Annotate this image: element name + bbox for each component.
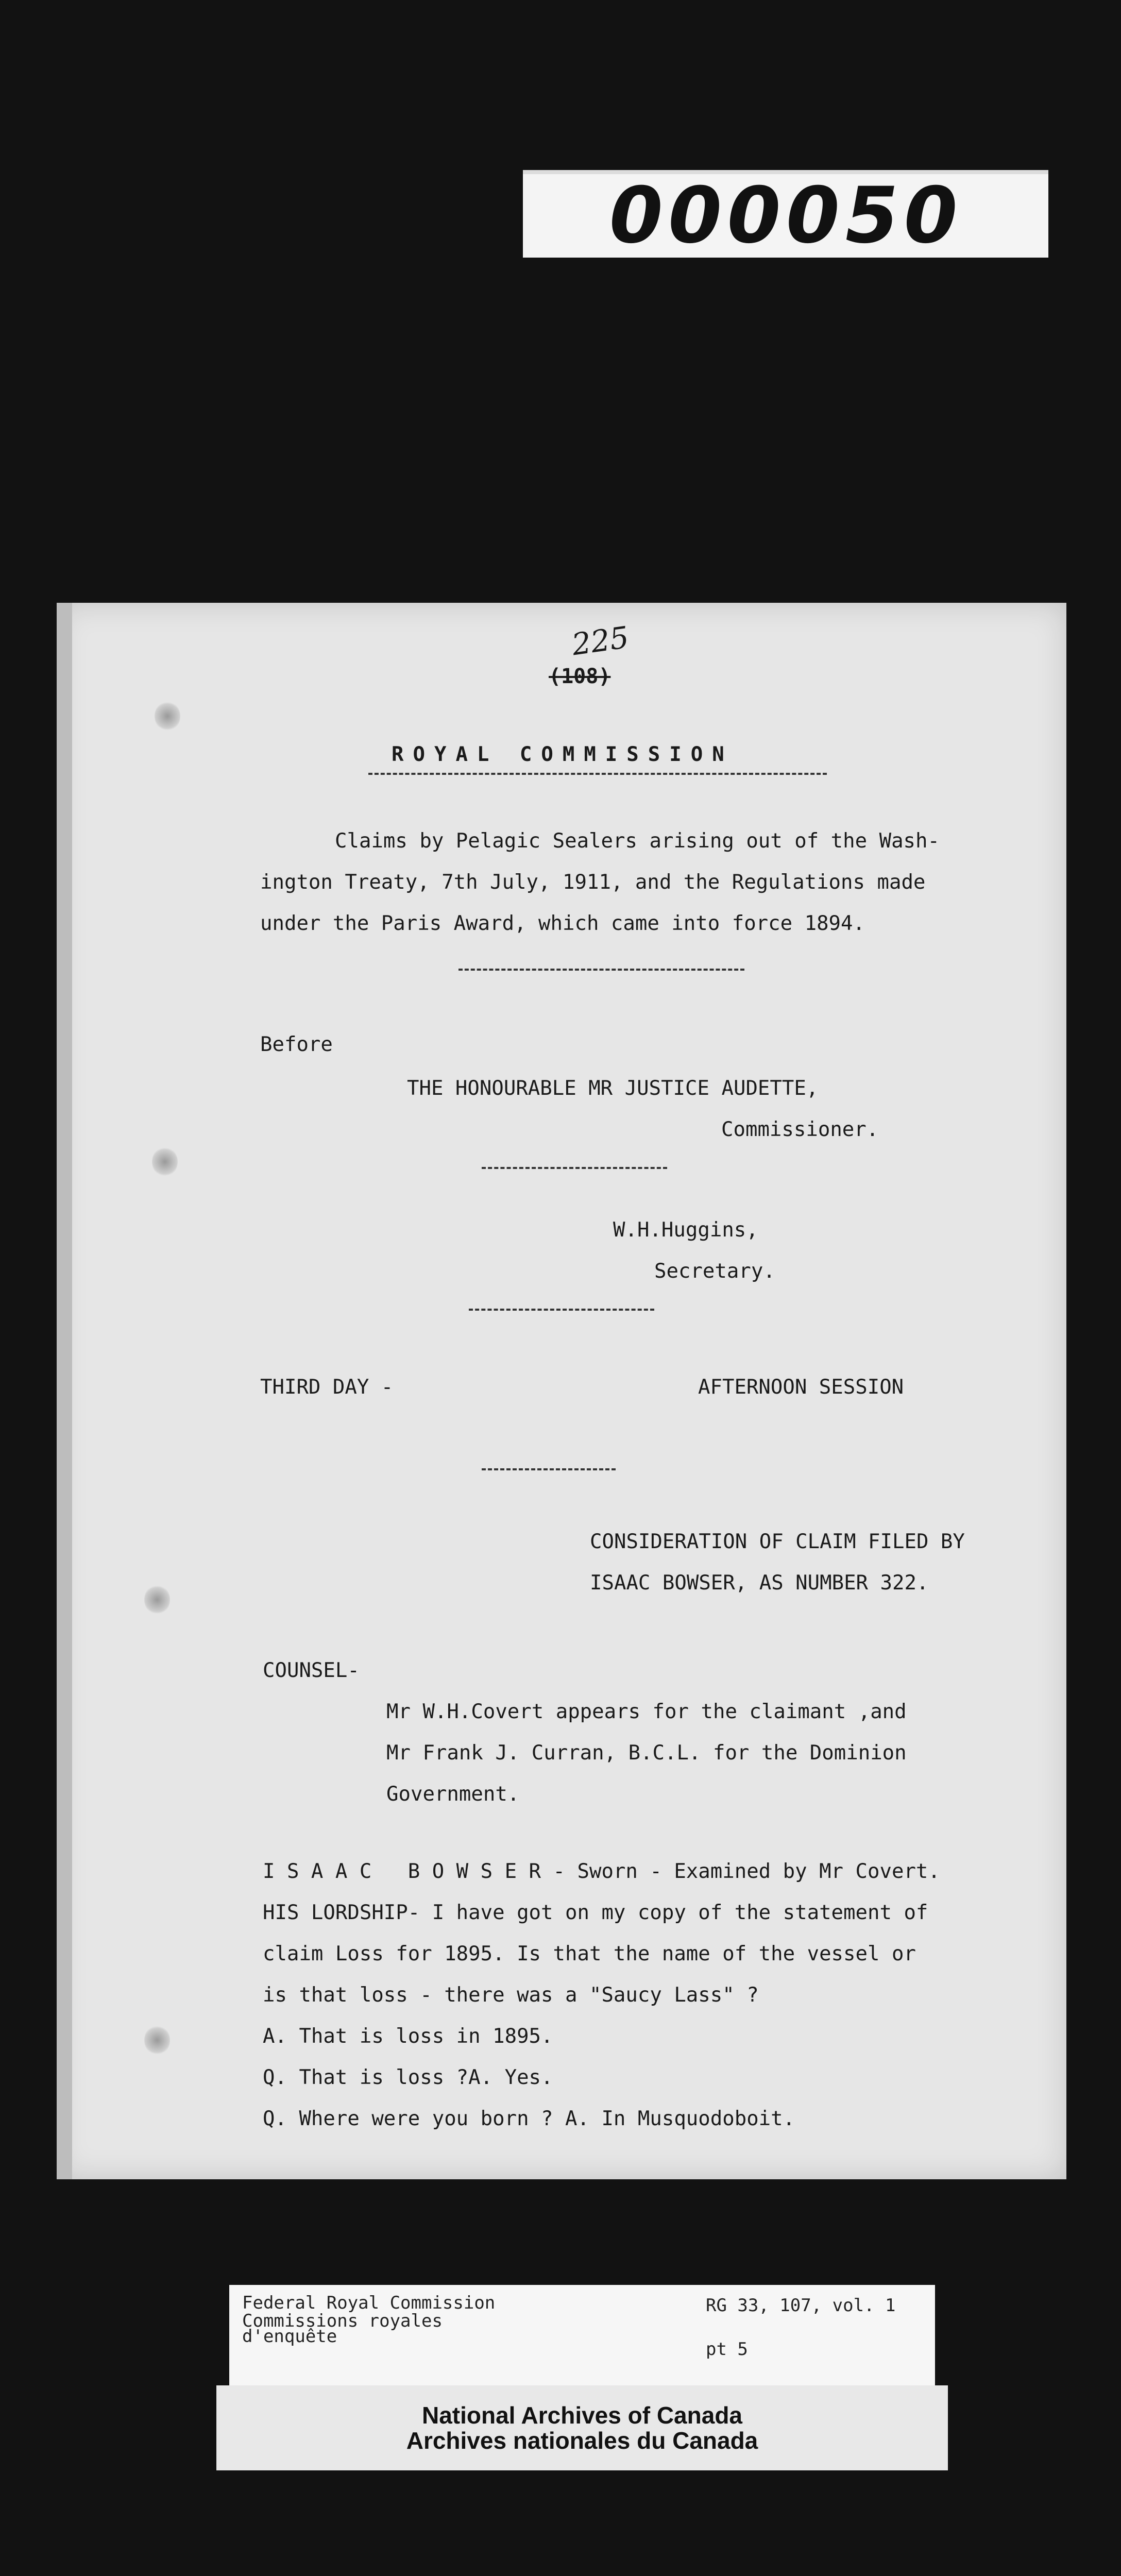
claim-line: CONSIDERATION OF CLAIM FILED BY bbox=[590, 1530, 965, 1553]
label-reference: RG 33, 107, vol. 1 bbox=[706, 2295, 896, 2316]
punch-hole bbox=[144, 2025, 170, 2056]
frame-counter bbox=[523, 170, 1048, 261]
session-day: THIRD DAY - bbox=[260, 1376, 394, 1399]
archive-reference-label bbox=[229, 2285, 935, 2385]
before-label: Before bbox=[260, 1033, 333, 1056]
punch-hole bbox=[155, 701, 180, 732]
label-title-en: Federal Royal Commission bbox=[242, 2293, 496, 2313]
counsel-line: Mr W.H.Covert appears for the claimant ,and bbox=[386, 1700, 907, 1723]
claim-line: ISAAC BOWSER, AS NUMBER 322. bbox=[590, 1571, 929, 1595]
counsel-label: COUNSEL- bbox=[263, 1659, 360, 1682]
struck-page-number: (108) bbox=[549, 665, 611, 688]
judge-name: THE HONOURABLE MR JUSTICE AUDETTE, bbox=[407, 1077, 819, 1100]
secretary-role: Secretary. bbox=[654, 1260, 775, 1283]
handwritten-page-number: 225 bbox=[569, 619, 631, 663]
transcript-line: A. That is loss in 1895. bbox=[263, 2025, 553, 2048]
document-title: ROYAL COMMISSION bbox=[392, 743, 734, 766]
intro-line: under the Paris Award, which came into force 1894. bbox=[260, 912, 865, 935]
divider bbox=[458, 969, 744, 971]
label-title-fr: Commissions royales bbox=[242, 2311, 443, 2331]
intro-line: ington Treaty, 7th July, 1911, and the Regulations made bbox=[260, 871, 926, 894]
title-underline bbox=[368, 773, 827, 775]
counsel-line: Government. bbox=[386, 1783, 520, 1806]
document-page bbox=[57, 603, 1066, 2179]
archives-name-fr: Archives nationales du Canada bbox=[406, 2427, 758, 2454]
frame-number: 000050 bbox=[601, 171, 971, 261]
label-title-fr: d'enquête bbox=[242, 2326, 337, 2347]
divider bbox=[469, 1309, 654, 1311]
archives-banner bbox=[216, 2385, 948, 2470]
counsel-line: Mr Frank J. Curran, B.C.L. for the Dominion bbox=[386, 1741, 907, 1765]
archives-name-en: National Archives of Canada bbox=[421, 2402, 742, 2429]
transcript-line: is that loss - there was a "Saucy Lass" ? bbox=[263, 1984, 759, 2007]
transcript-line: claim Loss for 1895. Is that the name of the vessel or bbox=[263, 1942, 916, 1965]
divider bbox=[482, 1468, 616, 1470]
intro-line: Claims by Pelagic Sealers arising out of the Wash- bbox=[335, 829, 940, 853]
transcript-line: Q. That is loss ?A. Yes. bbox=[263, 2066, 553, 2089]
transcript-line: HIS LORDSHIP- I have got on my copy of the statement of bbox=[263, 1901, 928, 1924]
punch-hole bbox=[144, 1584, 170, 1615]
page-edge bbox=[57, 603, 72, 2179]
session-time: AFTERNOON SESSION bbox=[698, 1376, 904, 1399]
label-part: pt 5 bbox=[706, 2339, 748, 2360]
divider bbox=[482, 1167, 667, 1169]
witness-line: I S A A C B O W S E R - Sworn - Examined by Mr Covert. bbox=[263, 1860, 940, 1883]
transcript-line: Q. Where were you born ? A. In Musquodoboit. bbox=[263, 2107, 795, 2130]
secretary-name: W.H.Huggins, bbox=[613, 1218, 758, 1242]
judge-role: Commissioner. bbox=[721, 1118, 879, 1141]
punch-hole bbox=[152, 1146, 178, 1177]
